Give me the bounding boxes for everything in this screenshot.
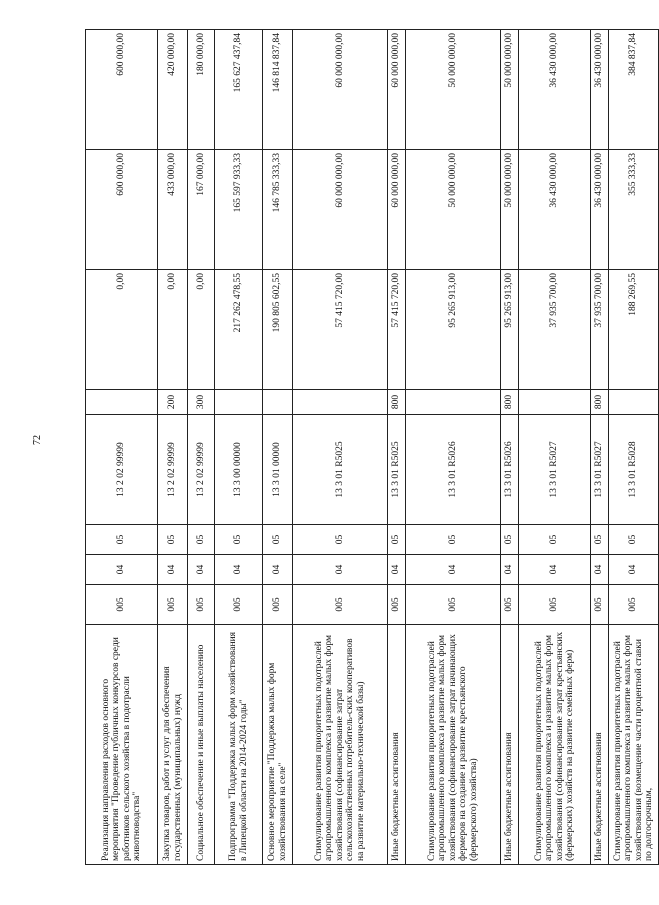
amount-col2-cell: 60 000 000,00 [388, 150, 406, 270]
table-row [188, 30, 215, 865]
amount-col3-cell: 60 000 000,00 [388, 30, 406, 150]
section-code-cell: 04 [188, 555, 215, 585]
table-body [86, 30, 659, 865]
amount-col3-cell: 420 000,00 [158, 30, 188, 150]
expense-type-cell: 800 [591, 390, 609, 415]
amount-col1-cell: 0,00 [86, 270, 158, 390]
row-name-cell: Иные бюджетные ассигнования [388, 625, 406, 865]
row-name-cell: Реализация направления расходов основного мероприятия "Проведение публичных конкурсов среди работников сельского хозяйства в подотрасли животноводства" [86, 625, 158, 865]
section-code-cell: 04 [591, 555, 609, 585]
expense-type-cell: 300 [188, 390, 215, 415]
row-name-cell: Стимулирование развития приоритетных подотраслей агропромышленного комплекса и развитие малых форм хозяйствования (софинансирование затрат крестьянских (фермерских) хозяйств на развитие семейных ферм) [519, 625, 591, 865]
ministry-code-cell: 005 [591, 585, 609, 625]
target-article-cell: 13 3 01 R5027 [591, 415, 609, 525]
ministry-code-cell: 005 [158, 585, 188, 625]
subsection-code-cell: 05 [519, 525, 591, 555]
subsection-code-cell: 05 [406, 525, 501, 555]
amount-col3-cell: 146 814 837,84 [263, 30, 293, 150]
amount-col1-cell: 217 262 478,55 [215, 270, 263, 390]
amount-col1-cell: 57 415 720,00 [388, 270, 406, 390]
subsection-code-cell: 05 [591, 525, 609, 555]
target-article-cell: 13 3 01 R5025 [388, 415, 406, 525]
expense-type-cell: 200 [158, 390, 188, 415]
ministry-code-cell: 005 [406, 585, 501, 625]
section-code-cell: 04 [519, 555, 591, 585]
target-article-cell: 13 3 01 R5028 [609, 415, 659, 525]
row-name-cell: Стимулирование развития приоритетных подотраслей агропромышленного комплекса и развитие малых форм хозяйствования (софинансирование затрат сельскохозяйственных потребитель-ских кооперативов на развитие материально-технической базы) [293, 625, 388, 865]
table-row [406, 30, 501, 865]
amount-col1-cell: 0,00 [188, 270, 215, 390]
amount-col1-cell: 95 265 913,00 [406, 270, 501, 390]
ministry-code-cell: 005 [188, 585, 215, 625]
amount-col2-cell: 60 000 000,00 [293, 150, 388, 270]
row-name-cell: Закупка товаров, работ и услуг для обеспечения государственных (муниципальных) нужд [158, 625, 188, 865]
subsection-code-cell: 05 [188, 525, 215, 555]
expense-type-cell: 800 [501, 390, 519, 415]
row-name-cell: Социальное обеспечение и иные выплаты населению [188, 625, 215, 865]
expense-type-cell: 800 [388, 390, 406, 415]
amount-col1-cell: 188 269,55 [609, 270, 659, 390]
target-article-cell: 13 2 02 99999 [158, 415, 188, 525]
amount-col3-cell: 180 000,00 [188, 30, 215, 150]
ministry-code-cell: 005 [293, 585, 388, 625]
target-article-cell: 13 2 02 99999 [188, 415, 215, 525]
subsection-code-cell: 05 [293, 525, 388, 555]
amount-col1-cell: 95 265 913,00 [501, 270, 519, 390]
row-name-cell: Подпрограмма "Поддержка малых форм хозяйствования в Липецкой области на 2014-2024 годы" [215, 625, 263, 865]
row-name-cell: Стимулирование развития приоритетных подотраслей агропромышленного комплекса и развитие малых форм хозяйствования (возмещение части процентной ставки по долгосрочным, [609, 625, 659, 865]
amount-col1-cell: 37 935 700,00 [591, 270, 609, 390]
amount-col2-cell: 50 000 000,00 [406, 150, 501, 270]
ministry-code-cell: 005 [519, 585, 591, 625]
amount-col3-cell: 384 837,84 [609, 30, 659, 150]
ministry-code-cell: 005 [388, 585, 406, 625]
ministry-code-cell: 005 [263, 585, 293, 625]
amount-col1-cell: 190 805 602,55 [263, 270, 293, 390]
rotated-table-wrapper [85, 30, 654, 865]
section-code-cell: 04 [215, 555, 263, 585]
amount-col2-cell: 146 785 333,33 [263, 150, 293, 270]
amount-col2-cell: 36 430 000,00 [591, 150, 609, 270]
target-article-cell: 13 3 01 R5026 [501, 415, 519, 525]
table-row [591, 30, 609, 865]
amount-col1-cell: 0,00 [158, 270, 188, 390]
row-name-cell: Иные бюджетные ассигнования [591, 625, 609, 865]
amount-col2-cell: 355 333,33 [609, 150, 659, 270]
section-code-cell: 04 [158, 555, 188, 585]
expense-type-cell [86, 390, 158, 415]
amount-col1-cell: 57 415 720,00 [293, 270, 388, 390]
amount-col3-cell: 36 430 000,00 [591, 30, 609, 150]
ministry-code-cell: 005 [215, 585, 263, 625]
section-code-cell: 04 [406, 555, 501, 585]
expense-type-cell [293, 390, 388, 415]
target-article-cell: 13 3 00 00000 [215, 415, 263, 525]
row-name-cell: Иные бюджетные ассигнования [501, 625, 519, 865]
row-name-cell: Основное мероприятие "Поддержка малых форм хозяйствования на селе" [263, 625, 293, 865]
amount-col3-cell: 50 000 000,00 [406, 30, 501, 150]
budget-table [85, 29, 659, 865]
table-row [263, 30, 293, 865]
section-code-cell: 04 [263, 555, 293, 585]
table-row [215, 30, 263, 865]
ministry-code-cell: 005 [86, 585, 158, 625]
section-code-cell: 04 [388, 555, 406, 585]
target-article-cell: 13 3 01 R5026 [406, 415, 501, 525]
expense-type-cell [519, 390, 591, 415]
section-code-cell: 04 [609, 555, 659, 585]
target-article-cell: 13 3 01 R5027 [519, 415, 591, 525]
subsection-code-cell: 05 [215, 525, 263, 555]
ministry-code-cell: 005 [501, 585, 519, 625]
section-code-cell: 04 [501, 555, 519, 585]
expense-type-cell [406, 390, 501, 415]
ministry-code-cell: 005 [609, 585, 659, 625]
amount-col2-cell: 165 597 933,33 [215, 150, 263, 270]
table-row [293, 30, 388, 865]
amount-col3-cell: 36 430 000,00 [519, 30, 591, 150]
target-article-cell: 13 3 01 R5025 [293, 415, 388, 525]
amount-col2-cell: 167 000,00 [188, 150, 215, 270]
subsection-code-cell: 05 [609, 525, 659, 555]
amount-col3-cell: 600 000,00 [86, 30, 158, 150]
expense-type-cell [609, 390, 659, 415]
subsection-code-cell: 05 [158, 525, 188, 555]
target-article-cell: 13 2 02 99999 [86, 415, 158, 525]
subsection-code-cell: 05 [263, 525, 293, 555]
row-name-cell: Стимулирование развития приоритетных подотраслей агропромышленного комплекса и развитие малых форм хозяйствования (софинансирование затрат начинающих фермеров на создание и развитие крестьянского (фермерского) хозяйства) [406, 625, 501, 865]
table-row [501, 30, 519, 865]
expense-type-cell [215, 390, 263, 415]
amount-col2-cell: 433 000,00 [158, 150, 188, 270]
target-article-cell: 13 3 01 00000 [263, 415, 293, 525]
subsection-code-cell: 05 [388, 525, 406, 555]
subsection-code-cell: 05 [501, 525, 519, 555]
amount-col1-cell: 37 935 700,00 [519, 270, 591, 390]
table-row [158, 30, 188, 865]
amount-col2-cell: 36 430 000,00 [519, 150, 591, 270]
table-row [86, 30, 158, 865]
amount-col3-cell: 60 000 000,00 [293, 30, 388, 150]
table-row [388, 30, 406, 865]
table-row [609, 30, 659, 865]
amount-col3-cell: 165 627 437,84 [215, 30, 263, 150]
subsection-code-cell: 05 [86, 525, 158, 555]
table-row [519, 30, 591, 865]
amount-col3-cell: 50 000 000,00 [501, 30, 519, 150]
section-code-cell: 04 [86, 555, 158, 585]
amount-col2-cell: 50 000 000,00 [501, 150, 519, 270]
expense-type-cell [263, 390, 293, 415]
page-number: 72 [32, 435, 43, 445]
amount-col2-cell: 600 000,00 [86, 150, 158, 270]
section-code-cell: 04 [293, 555, 388, 585]
